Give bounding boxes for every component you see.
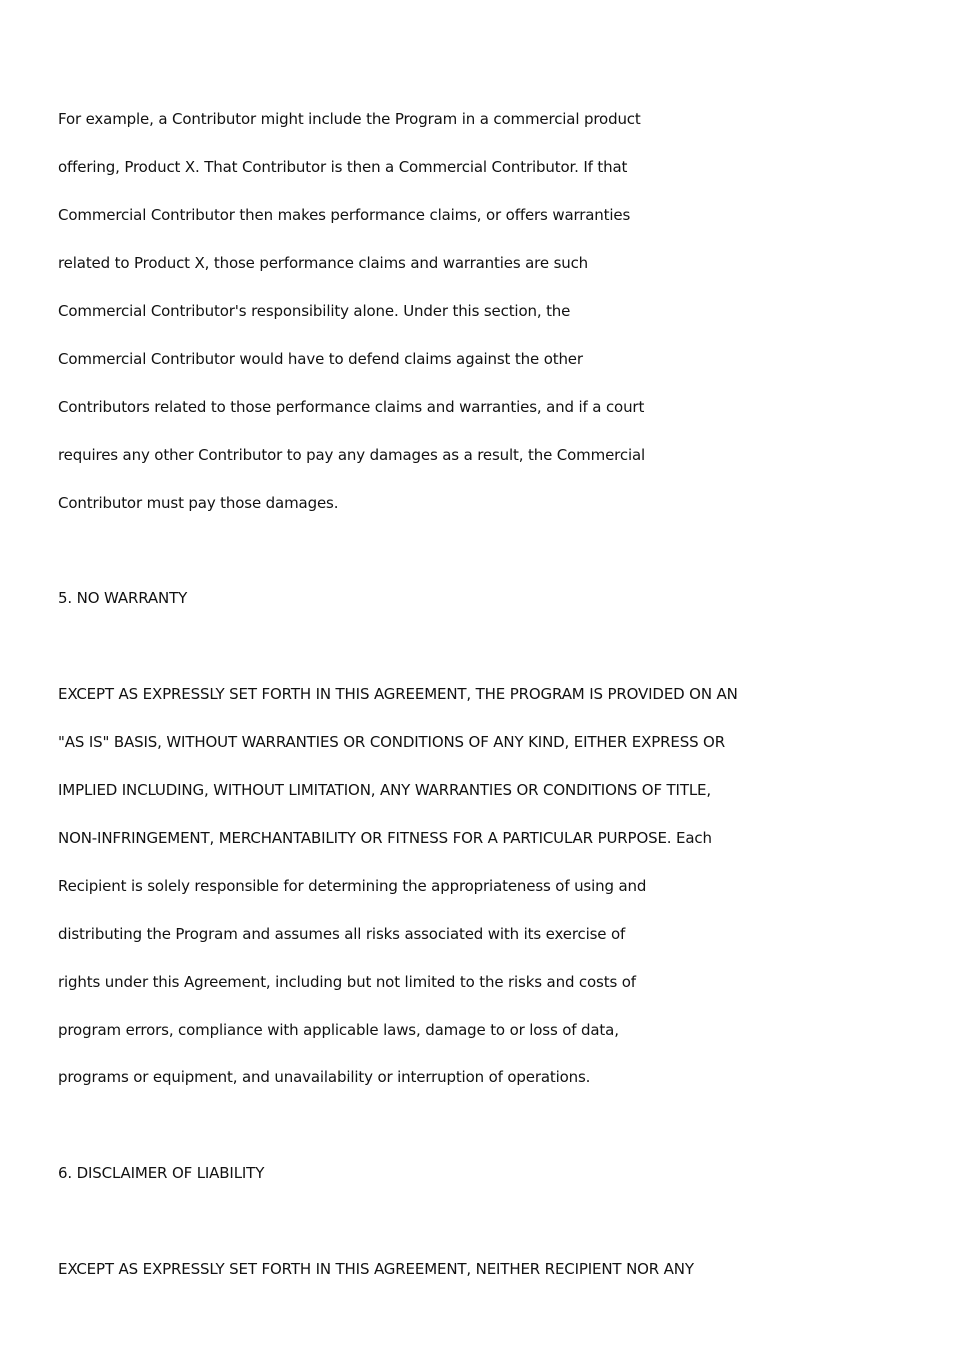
paragraph-line: program errors, compliance with applicable laws, damage to or loss of data, <box>58 1021 619 1039</box>
paragraph-line: Commercial Contributor then makes performance claims, or offers warranties <box>58 206 631 224</box>
paragraph-line: Commercial Contributor would have to defend claims against the other <box>58 350 583 368</box>
paragraph-line: EXCEPT AS EXPRESSLY SET FORTH IN THIS AGREEMENT, THE PROGRAM IS PROVIDED ON AN <box>58 685 738 703</box>
section-heading-disclaimer-of-liability: 6. DISCLAIMER OF LIABILITY <box>58 1164 265 1182</box>
paragraph-line: distributing the Program and assumes all risks associated with its exercise of <box>58 925 626 943</box>
paragraph-line: programs or equipment, and unavailability or interruption of operations. <box>58 1068 591 1086</box>
paragraph-line: Contributor must pay those damages. <box>58 494 339 512</box>
paragraph-line: rights under this Agreement, including but not limited to the risks and costs of <box>58 973 636 991</box>
paragraph-line: IMPLIED INCLUDING, WITHOUT LIMITATION, ANY WARRANTIES OR CONDITIONS OF TITLE, <box>58 781 711 799</box>
paragraph-line: related to Product X, those performance claims and warranties are such <box>58 254 589 272</box>
paragraph-line: For example, a Contributor might include the Program in a commercial product <box>58 110 641 128</box>
paragraph-line: Commercial Contributor's responsibility alone. Under this section, the <box>58 302 571 320</box>
paragraph-line: offering, Product X. That Contributor is then a Commercial Contributor. If that <box>58 158 628 176</box>
paragraph-line: "AS IS" BASIS, WITHOUT WARRANTIES OR CONDITIONS OF ANY KIND, EITHER EXPRESS OR <box>58 733 725 751</box>
paragraph-line: EXCEPT AS EXPRESSLY SET FORTH IN THIS AGREEMENT, NEITHER RECIPIENT NOR ANY <box>58 1260 694 1278</box>
paragraph-line: NON-INFRINGEMENT, MERCHANTABILITY OR FITNESS FOR A PARTICULAR PURPOSE. Each <box>58 829 712 847</box>
paragraph-line: Recipient is solely responsible for determining the appropriateness of using and <box>58 877 647 895</box>
paragraph-line: requires any other Contributor to pay any damages as a result, the Commercial <box>58 446 646 464</box>
section-heading-no-warranty: 5. NO WARRANTY <box>58 589 188 607</box>
paragraph-line: Contributors related to those performance claims and warranties, and if a court <box>58 398 645 416</box>
